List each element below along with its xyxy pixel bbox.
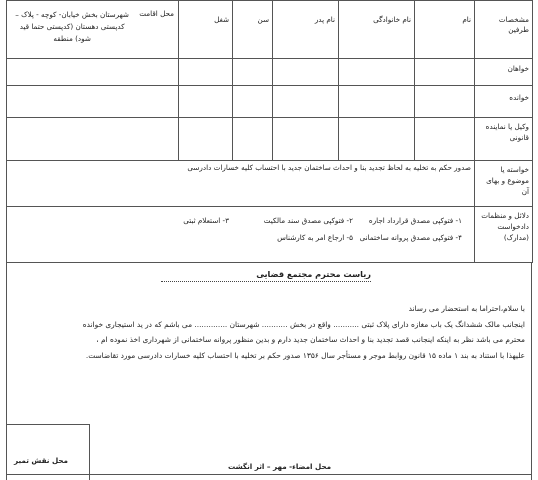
evidence-item-5: ۵- ارجاع امر به کارشناس	[277, 232, 353, 242]
stamp-box	[6, 424, 90, 480]
letter-body	[15, 301, 525, 363]
addressee-title: ریاست محترم مجتمع قضایی	[256, 269, 371, 279]
plaintiff-age-cell[interactable]	[233, 59, 273, 86]
bottom-divider	[6, 474, 532, 475]
name-header: نام	[415, 1, 475, 59]
letter-line-3: علیهذا با استناد به بند ۱ ماده ۱۵ قانون روابط موجر و مستأجر سال ۱۳۵۶ صدور حکم بر تخلیه با احتساب کلیه خسارات دادرسی مورد تقاضاست.	[85, 350, 525, 360]
evidence-item-2: ۲- فتوکپی مصدق سند مالکیت	[263, 216, 353, 225]
plaintiff-job-cell[interactable]	[179, 59, 233, 86]
residence-label: محل اقامت	[139, 9, 174, 18]
attorney-name-cell[interactable]	[415, 118, 475, 161]
evidence-list	[7, 207, 475, 263]
defendant-age-cell[interactable]	[233, 86, 273, 118]
plaintiff-name-cell[interactable]	[415, 59, 475, 86]
attorney-label: وکیل یا نماینده قانونی	[475, 118, 533, 161]
plaintiff-father-cell[interactable]	[273, 59, 339, 86]
defendant-father-cell[interactable]	[273, 86, 339, 118]
addressee-dotted-line	[161, 281, 371, 282]
attorney-row	[7, 118, 533, 161]
request-label: خواسته یا موضوع و بهای آن	[475, 161, 533, 207]
defendant-row	[7, 86, 533, 118]
plaintiff-row	[7, 59, 533, 86]
address-note: شهرستان بخش خیابان- کوچه - پلاک – کدپستی دهستان (کدپستی حتما قید شود) منطقه	[15, 10, 129, 44]
residence-header	[7, 1, 179, 59]
letter-line-1: اینجانب مالک ششدانگ یک باب مغازه دارای پلاک ثبتی ........... واقع در بخش ........... شهرستان .............. می باشم که در ید استیجاری خوانده	[82, 319, 525, 329]
defendant-job-cell[interactable]	[179, 86, 233, 118]
attorney-job-cell[interactable]	[179, 118, 233, 161]
table-header-row	[7, 1, 533, 59]
attorney-father-cell[interactable]	[273, 118, 339, 161]
plaintiff-address-cell[interactable]	[7, 59, 179, 86]
family-name-header: نام خانوادگی	[339, 1, 415, 59]
letter-line-2: محترم می باشد نظر به اینکه اینجانب قصد تجدید بنا و احداث ساختمان جدید دارم و بدین منظور پروانه ساختمانی از شهرداری اخذ نموده ام ،	[96, 335, 525, 345]
age-header: سن	[233, 1, 273, 59]
attorney-family-cell[interactable]	[339, 118, 415, 161]
evidence-row	[7, 207, 533, 263]
defendant-family-cell[interactable]	[339, 86, 415, 118]
attorney-address-cell[interactable]	[7, 118, 179, 161]
defendant-address-cell[interactable]	[7, 86, 179, 118]
signature-label: محل امضاء- مهر – اثر انگشت	[228, 462, 332, 471]
father-name-header: نام پدر	[273, 1, 339, 59]
defendant-label: خوانده	[475, 86, 533, 118]
request-row	[7, 161, 533, 207]
plaintiff-label: خواهان	[475, 59, 533, 86]
evidence-item-4: ۴- فتوکپی مصدق پروانه ساختمانی	[359, 232, 462, 242]
evidence-label: دلائل و منظمات دادخواست (مدارک)	[475, 207, 533, 263]
job-header: شغل	[179, 1, 233, 59]
parties-label: مشخصات طرفین	[475, 1, 533, 59]
stamp-label: محل نقش تمبر	[14, 456, 69, 465]
attorney-age-cell[interactable]	[233, 118, 273, 161]
parties-table	[6, 0, 533, 263]
evidence-item-3: ۳- استعلام ثبتی	[183, 216, 229, 225]
plaintiff-family-cell[interactable]	[339, 59, 415, 86]
defendant-name-cell[interactable]	[415, 86, 475, 118]
request-text: صدور حکم به تخلیه به لحاظ تجدید بنا و احداث ساختمان جدید با احتساب کلیه خسارات دادرسی	[7, 161, 475, 207]
evidence-item-1: ۱- فتوکپی مصدق قرارداد اجاره	[368, 216, 462, 225]
letter-greeting: با سلام،احتراما به استحضار می رساند	[408, 304, 525, 313]
